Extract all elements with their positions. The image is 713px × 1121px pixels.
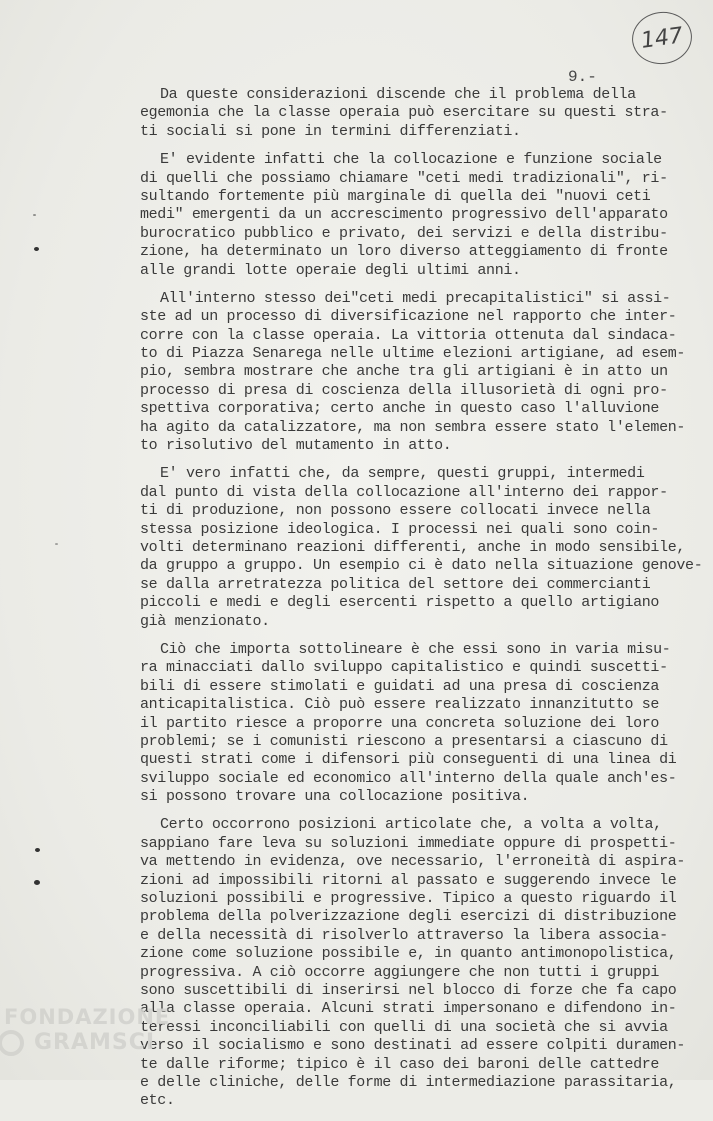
- text-line: pio, sembra mostrare che anche tra gli artigiani è in atto un: [140, 363, 668, 381]
- paragraph: [140, 465, 703, 631]
- text-line: ti di produzione, non possono essere collocati invece nella: [140, 502, 651, 520]
- text-line: egemonia che la classe operaia può esercitare su questi stra-: [140, 104, 668, 122]
- paragraph: [140, 816, 685, 1110]
- text-line: teressi inconciliabili con quelli di una società che si avvia: [140, 1018, 668, 1036]
- text-line: ti sociali si pone in termini differenziati.: [140, 122, 521, 140]
- text-line: da gruppo a gruppo. Un esempio ci è dato nella situazione genove-: [140, 557, 703, 575]
- text-line: Ciò che importa sottolineare è che essi sono in varia misu-: [160, 640, 671, 658]
- paragraph: [140, 290, 685, 456]
- text-line: dal punto di vista della collocazione all'interno dei rappor-: [140, 483, 668, 501]
- text-line: bili di essere stimolati e guidati ad una presa di coscienza: [140, 677, 660, 695]
- text-line: te dalle riforme; tipico è il caso dei baroni delle cattedre: [140, 1055, 660, 1073]
- margin-mark: [33, 214, 36, 216]
- text-line: va mettendo in evidenza, ove necessario, l'erroneità di aspira-: [140, 853, 686, 871]
- text-line: ste ad un processo di diversificazione nel rapporto che inter-: [140, 308, 677, 326]
- text-line: ha agito da catalizzatore, ma non sembra essere stato l'elemen-: [140, 418, 686, 436]
- text-line: verso il socialismo e sono destinati ad essere colpiti duramen-: [140, 1037, 686, 1055]
- text-line: piccoli e medi e degli esercenti rispetto a quello artigiano: [140, 594, 660, 612]
- watermark: [4, 1004, 170, 1056]
- text-line: sappiano fare leva su soluzioni immediate oppure di prospetti-: [140, 834, 677, 852]
- archive-number-stamp: 147: [629, 8, 696, 68]
- text-line: e della necessità di risolverlo attraverso la libera associa-: [140, 926, 668, 944]
- document-body: [140, 86, 703, 1121]
- text-line: progressiva. A ciò occorre aggiungere che non tutti i gruppi: [140, 963, 660, 981]
- watermark-logo-icon: [0, 1030, 24, 1056]
- text-line: zione come soluzione possibile e, in quanto antimonopolistica,: [140, 945, 677, 963]
- text-line: E' vero infatti che, da sempre, questi gruppi, intermedi: [160, 465, 645, 483]
- text-line: spettiva corporativa; certo anche in questo caso l'alluvione: [140, 400, 660, 418]
- paragraph: [140, 86, 685, 141]
- text-line: Certo occorrono posizioni articolate che, a volta a volta,: [160, 816, 662, 834]
- text-line: anticapitalistica. Ciò può essere realizzato innanzitutto se: [140, 696, 660, 714]
- paragraph: [140, 641, 685, 807]
- text-line: medi" emergenti da un accrescimento progressivo dell'apparato: [140, 206, 668, 224]
- paragraph: [140, 151, 685, 280]
- text-line: All'interno stesso dei"ceti medi precapitalistici" si assi-: [160, 289, 671, 307]
- text-line: corre con la classe operaia. La vittoria ottenuta dal sindaca-: [140, 326, 677, 344]
- text-line: processo di presa di coscienza della illusorietà di ogni pro-: [140, 381, 668, 399]
- text-line: E' evidente infatti che la collocazione e funzione sociale: [160, 151, 662, 169]
- text-line: etc.: [140, 1092, 175, 1110]
- margin-mark: [35, 848, 40, 852]
- text-line: di quelli che possiamo chiamare "ceti medi tradizionali", ri-: [140, 169, 668, 187]
- margin-mark: [34, 880, 40, 885]
- text-line: alle grandi lotte operaie degli ultimi anni.: [140, 261, 521, 279]
- text-line: sultando fortemente più marginale di quella dei "nuovi ceti: [140, 187, 651, 205]
- text-line: ra minacciati dallo sviluppo capitalistico e quindi suscetti-: [140, 659, 668, 677]
- text-line: se dalla arretratezza politica del settore dei commercianti: [140, 575, 651, 593]
- text-line: soluzioni possibili e progressive. Tipico a questo riguardo il: [140, 890, 677, 908]
- text-line: si possono trovare una collocazione positiva.: [140, 788, 530, 806]
- text-line: volti determinano reazioni differenti, anche in modo sensibile,: [140, 538, 686, 556]
- margin-mark: [34, 247, 39, 251]
- text-line: il partito riesce a proporre una concreta soluzione dei loro: [140, 714, 660, 732]
- text-line: Da queste considerazioni discende che il problema della: [160, 86, 636, 103]
- text-line: problemi; se i comunisti riescono a presentarsi a ciascuno di: [140, 732, 668, 750]
- text-line: zione, ha determinato un loro diverso atteggiamento di fronte: [140, 243, 668, 261]
- text-line: e delle cliniche, delle forme di intermediazione parassitaria,: [140, 1073, 677, 1091]
- page-number: 9.-: [568, 68, 597, 86]
- text-line: alla classe operaia. Alcuni strati impersonano e difendono in-: [140, 1000, 677, 1018]
- watermark-line-1: FONDAZIONE: [4, 1005, 171, 1029]
- margin-mark: [55, 543, 58, 545]
- watermark-line-2: GRAMSCI: [34, 1030, 156, 1055]
- text-line: burocratico pubblico e privato, dei servizi e della distribu-: [140, 224, 668, 242]
- text-line: sviluppo sociale ed economico all'interno della quale anch'es-: [140, 769, 677, 787]
- text-line: zioni ad impossibili ritorni al passato e suggerendo invece le: [140, 871, 677, 889]
- text-line: questi strati come i difensori più conseguenti di una linea di: [140, 751, 677, 769]
- text-line: to risolutivo del mutamento in atto.: [140, 437, 452, 455]
- text-line: già menzionato.: [140, 612, 270, 630]
- text-line: to di Piazza Senarega nelle ultime elezioni artigiane, ad esem-: [140, 345, 686, 363]
- text-line: sono suscettibili di inserirsi nel blocco di forze che fa capo: [140, 981, 677, 999]
- text-line: stessa posizione ideologica. I processi nei quali sono coin-: [140, 520, 660, 538]
- text-line: problema della polverizzazione degli esercizi di distribuzione: [140, 908, 677, 926]
